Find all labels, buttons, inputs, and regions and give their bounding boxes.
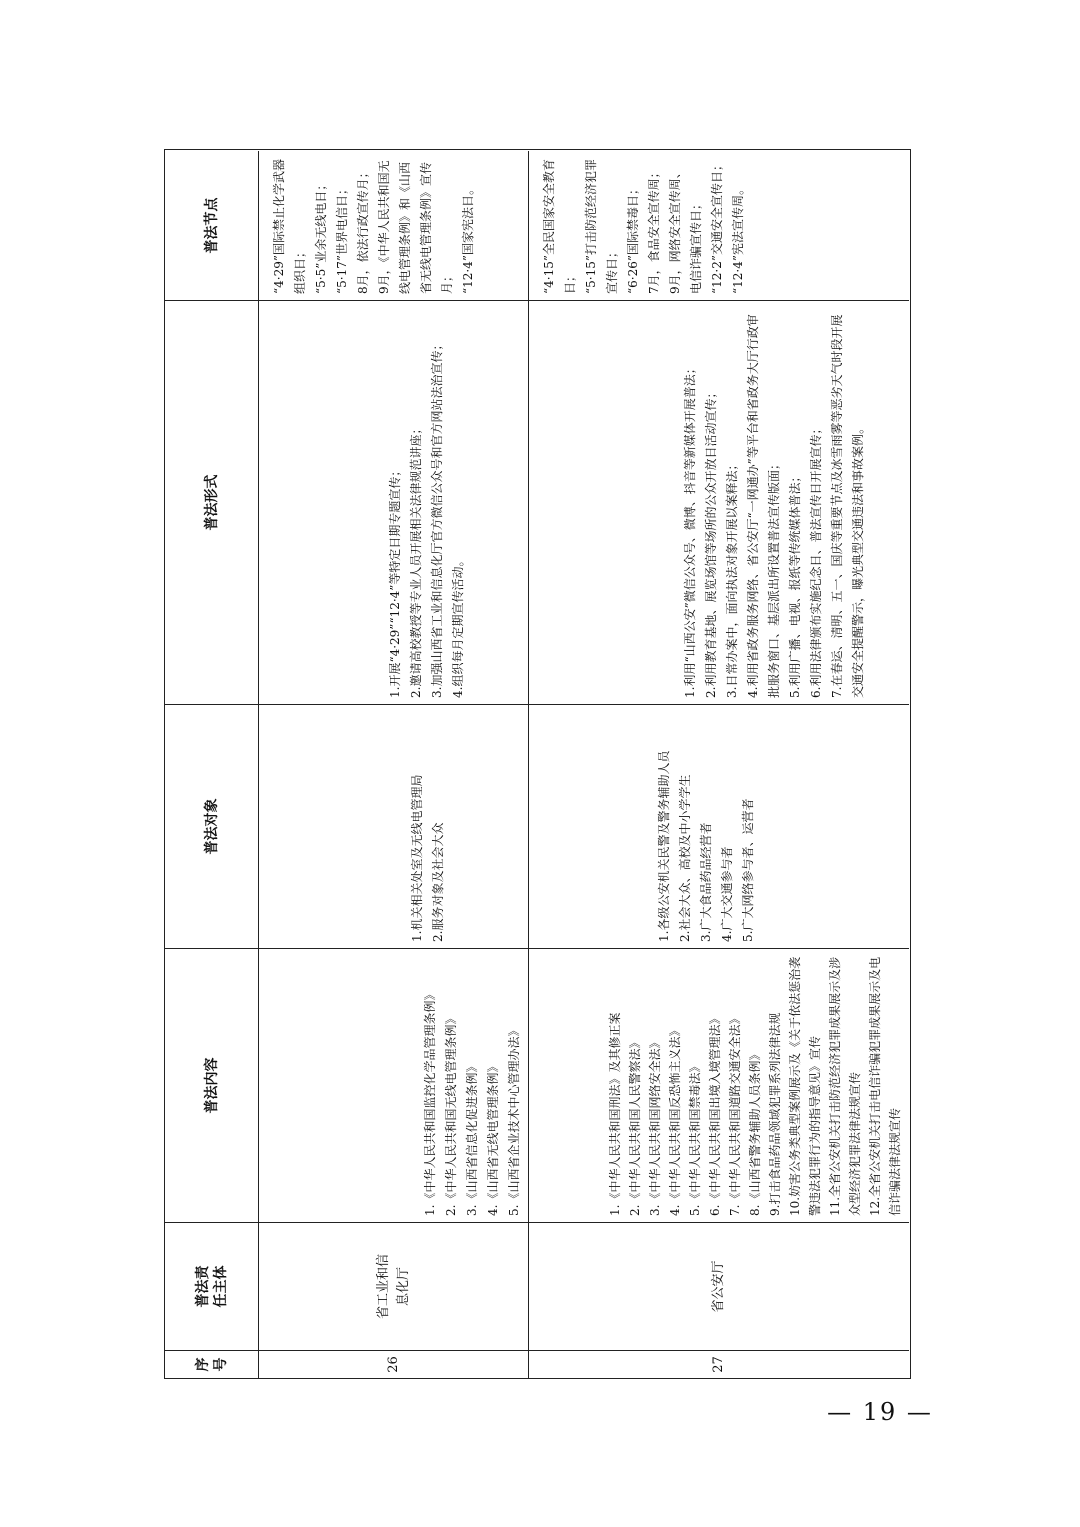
law-popularization-table [164,149,911,1379]
festival-line: “4·15”全民国家安全教育日； [542,159,577,294]
table-row [529,151,909,1378]
content-line: 1.《中华人民共和国刑法》及其修正案 [608,1012,622,1216]
form-line: 7.在春运、清明、五一、国庆等重要节点及冰雪雨雾等恶劣天气时段开展交通安全提醒警示，曝光典型交通违法和事故案例。 [830,314,865,698]
content-line: 11.全省公安机关打击防范经济犯罪成果展示及涉众型经济犯罪法律法规宣传 [828,956,862,1216]
form-line: 4.利用省政务服务网络、省公安厅“一网通办”等平台和省政务大厅行政审批服务窗口、基层派出所设置普法宣传版面； [746,314,781,698]
content-line: 8.《山西省警务辅助人员条例》 [748,1048,762,1216]
festival-line: “5·17”世界电信日； [335,183,349,294]
header-form: 普法形式 [165,300,259,704]
target-line: 2.社会大众、高校及中小学学生 [678,774,692,942]
festival-line: “4·29”国际禁止化学武器组织日； [272,159,307,294]
page-number: — 19 — [827,1398,933,1426]
content-line: 7.《中华人民共和国道路交通安全法》 [728,1012,742,1216]
target-line: 4.广大交通参与者 [720,846,734,942]
content-line: 6.《中华人民共和国出境入境管理法》 [708,1012,722,1216]
header-target: 普法对象 [165,704,259,948]
form-line: 6.利用法律颁布实施纪念日、普法宣传日开展宣传； [809,422,823,698]
form-line: 3.加强山西省工业和信息化厅官方微信公众号和官方网站法治宣传； [430,338,444,698]
table-header-row [165,151,259,1378]
target-line: 5.广大网络参与者、运营者 [741,798,755,942]
target-line: 3.广大食品药品经营者 [699,822,713,942]
row-target [259,704,529,948]
content-line: 9.打击食品药品领域犯罪系列法律法规 [768,1012,782,1216]
festival-line: 9月，网络安全宣传周、电信诈骗宣传日； [668,166,703,294]
form-line: 3.日常办案中，面向执法对象开展以案释法； [725,458,739,698]
header-festival: 普法节点 [204,197,220,254]
content-line: 5.《中华人民共和国禁毒法》 [688,1060,702,1216]
content-line: 4.《中华人民共和国反恐怖主义法》 [668,1024,682,1216]
festival-line: “12·4”国家宪法日。 [461,183,475,294]
content-line: 10.妨害公务类典型案例展示及《关于依法惩治袭警违法犯罪行为的指导意见》宣传 [788,956,822,1216]
content-line: 12.全省公安机关打击电信诈骗犯罪成果展示及电信诈骗法律法规宣传 [868,956,902,1216]
row-subject: 省工业和信息化厅 [259,1222,529,1350]
target-line: 2.服务对象及社会大众 [431,822,445,942]
content-line: 2.《中华人民共和国人民警察法》 [628,1036,642,1216]
content-line: 5.《山西省企业技术中心管理办法》 [507,1024,521,1216]
content-line: 1.《中华人民共和国监控化学品管理条例》 [423,988,437,1216]
content-line: 3.《中华人民共和国网络安全法》 [648,1036,662,1216]
form-line: 2.邀请高校教授等专业人员开展相关法律规范讲座； [409,422,423,698]
target-line: 1.各级公安机关民警及警务辅助人员 [657,750,671,942]
row-content [259,948,529,1222]
form-line: 4.组织每月定期宣传活动。 [451,554,465,698]
form-line: 5.利用广播、电视、报纸等传统媒体普法； [788,470,802,698]
content-line: 3.《山西省信息化促进条例》 [465,1060,479,1216]
header-subject: 普法责任主体 [165,1222,259,1350]
row-seq: 26 [259,1350,529,1378]
target-line: 1.机关相关处室及无线电管理局 [410,774,424,942]
table-row [259,151,529,1378]
festival-line: 8月，依法行政宣传月； [356,166,370,294]
row-target [529,704,909,948]
festival-line: “5·5”业余无线电日； [314,178,328,294]
row-subject: 省公安厅 [529,1222,909,1350]
form-line: 1.开展“4·29”“12·4”等特定日期专题宣传； [388,464,402,698]
row-festival [259,151,529,300]
festival-line: “5·15”打击防范经济犯罪宣传日； [584,159,619,294]
form-line: 2.利用教育基地、展览场馆等场所的公众开放日活动宣传； [704,386,718,698]
row-form [259,300,529,704]
festival-line: “12·4”宪法宣传周。 [731,183,745,294]
row-seq: 27 [529,1350,909,1378]
content-line: 4.《山西省无线电管理条例》 [486,1060,500,1216]
content-line: 2.《中华人民共和国无线电管理条例》 [444,1012,458,1216]
festival-line: “6·26”国际禁毒日； [626,183,640,294]
header-seq: 序号 [165,1350,259,1378]
festival-line: 7月，食品安全宣传周； [647,166,661,294]
row-form [529,300,909,704]
row-content [529,948,909,1222]
form-line: 1.利用“山西公安”微信公众号、微博、抖音等新媒体开展普法； [683,362,697,698]
festival-line: 9月，《中华人民共和国无线电管理条例》和《山西省无线电管理条例》宣传月； [377,160,454,294]
festival-line: “12·2”交通安全宣传日； [710,159,724,294]
row-festival [529,151,909,300]
header-content: 普法内容 [165,948,259,1222]
